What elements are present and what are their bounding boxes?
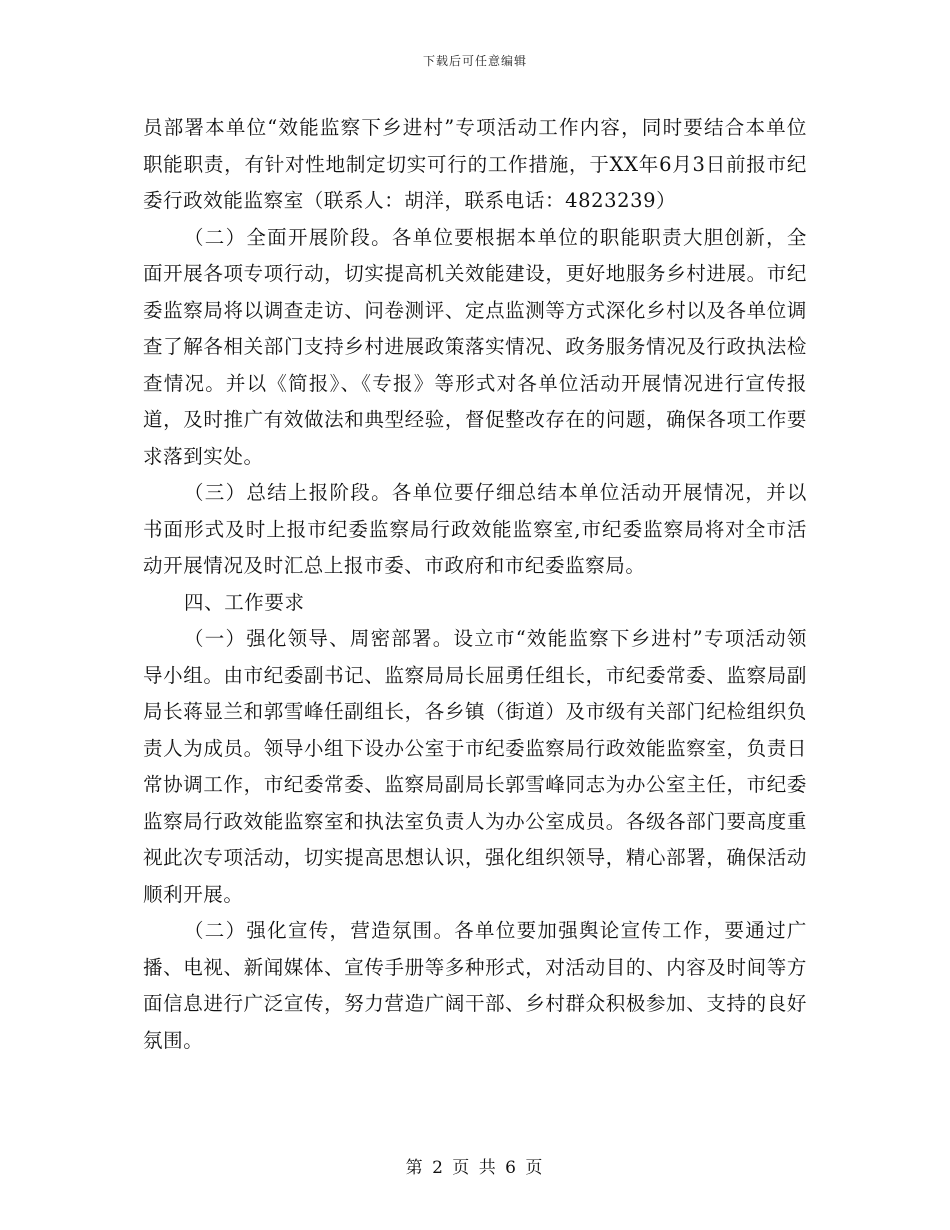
paragraph-continuation: 员部署本单位“效能监察下乡进村”专项活动工作内容，同时要结合本单位职能职责，有针对性地制定切实可行的工作措施，于XX年6月3日前报市纪委行政效能监察室（联系人：胡洋，联系电话：4823239） xyxy=(143,116,807,212)
page-header: 下载后可任意编辑 xyxy=(422,54,527,68)
paragraph-requirement-one: （一）强化领导、周密部署。设立市“效能监察下乡进村”专项活动领导小组。由市纪委副书记、监察局局长屈勇任组长，市纪委常委、监察局副局长蒋显兰和郭雪峰任副组长，各乡镇（街道）及市级有关部门纪检组织负责人为成员。领导小组下设办公室于市纪委监察局行政效能监察室，负责日常协调工作，市纪委常委、监察局副局长郭雪峰同志为办公室主任，市纪委监察局行政效能监察室和执法室负责人为办公室成员。各级各部门要高度重视此次专项活动，切实提高思想认识，强化组织领导，精心部署，确保活动顺利开展。 xyxy=(143,627,807,906)
section-heading-work-requirements: 四、工作要求 xyxy=(184,590,305,614)
paragraph-requirement-two: （二）强化宣传，营造氛围。各单位要加强舆论宣传工作，要通过广播、电视、新闻媒体、宣传手册等多种形式，对活动目的、内容及时间等方面信息进行广泛宣传，努力营造广阔干部、乡村群众积极参加、支持的良好氛围。 xyxy=(143,919,807,1052)
page-number-footer: 第 2 页 共 6 页 xyxy=(405,1158,545,1178)
paragraph-stage-two: （二）全面开展阶段。各单位要根据本单位的职能职责大胆创新，全面开展各项专项行动，切实提高机关效能建设，更好地服务乡村进展。市纪委监察局将以调查走访、问卷测评、定点监测等方式深化乡村以及各单位调查了解各相关部门支持乡村进展政策落实情况、政务服务情况及行政执法检查情况。并以《简报》、《专报》等形式对各单位活动开展情况进行宣传报道，及时推广有效做法和典型经验，督促整改存在的问题，确保各项工作要求落到实处。 xyxy=(143,225,807,468)
document-body xyxy=(143,110,807,1059)
paragraph-stage-three: （三）总结上报阶段。各单位要仔细总结本单位活动开展情况，并以书面形式及时上报市纪委监察局行政效能监察室,市纪委监察局将对全市活动开展情况及时汇总上报市委、市政府和市纪委监察局。 xyxy=(143,481,807,577)
